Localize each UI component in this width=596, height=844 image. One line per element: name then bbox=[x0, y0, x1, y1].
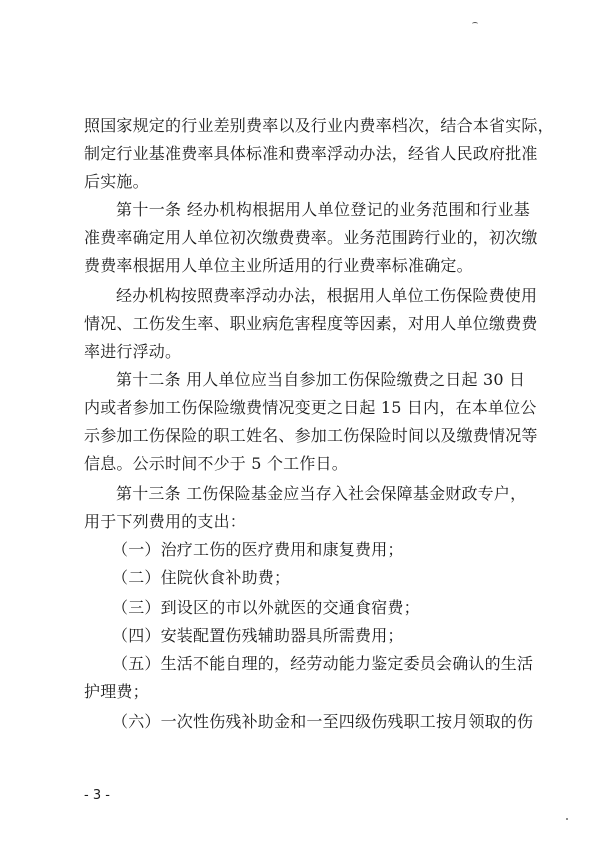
text-line: 情况、工伤发生率、职业病危害程度等因素，对用人单位缴费费 bbox=[84, 314, 538, 333]
list-item: （一）治疗工伤的医疗费用和康复费用； bbox=[112, 540, 404, 559]
page-number: - 3 - bbox=[84, 788, 110, 803]
text-line: 护理费； bbox=[84, 682, 149, 701]
article-11-heading-line: 第十一条 经办机构根据用人单位登记的业务范围和行业基 bbox=[116, 200, 530, 219]
list-item: （二）住院伙食补助费； bbox=[112, 568, 291, 587]
text-line: 后实施。 bbox=[84, 172, 149, 191]
article-13-heading-line: 第十三条 工伤保险基金应当存入社会保障基金财政专户， bbox=[116, 484, 527, 503]
list-item: （三）到设区的市以外就医的交通食宿费； bbox=[112, 598, 420, 617]
text-line: 制定行业基准费率具体标准和费率浮动办法，经省人民政府批准 bbox=[84, 144, 538, 163]
list-item: （四）安装配置伤残辅助器具所需费用； bbox=[112, 626, 404, 645]
scan-mark bbox=[472, 22, 478, 26]
text-line: 经办机构按照费率浮动办法，根据用人单位工伤保险费使用 bbox=[116, 286, 538, 305]
article-12-heading-line: 第十二条 用人单位应当自参加工伤保险缴费之日起 30 日 bbox=[116, 370, 526, 389]
text-line: 示参加工伤保险的职工姓名、参加工伤保险时间以及缴费情况等 bbox=[84, 426, 538, 445]
scan-dot bbox=[566, 818, 568, 820]
text-line: 率进行浮动。 bbox=[84, 342, 182, 361]
text-line: 内或者参加工伤保险缴费情况变更之日起 15 日内，在本单位公 bbox=[84, 398, 537, 417]
text-line: 用于下列费用的支出： bbox=[84, 512, 247, 531]
text-line: 费费率根据用人单位主业所适用的行业费率标准确定。 bbox=[84, 256, 473, 275]
text-line: 信息。公示时间不少于 5 个工作日。 bbox=[84, 454, 348, 473]
list-item: （五）生活不能自理的，经劳动能力鉴定委员会确认的生活 bbox=[112, 654, 534, 673]
list-item: （六）一次性伤残补助金和一至四级伤残职工按月领取的伤 bbox=[112, 712, 534, 731]
text-line: 照国家规定的行业差别费率以及行业内费率档次，结合本省实际， bbox=[84, 116, 554, 135]
text-line: 准费率确定用人单位初次缴费费率。业务范围跨行业的，初次缴 bbox=[84, 228, 538, 247]
